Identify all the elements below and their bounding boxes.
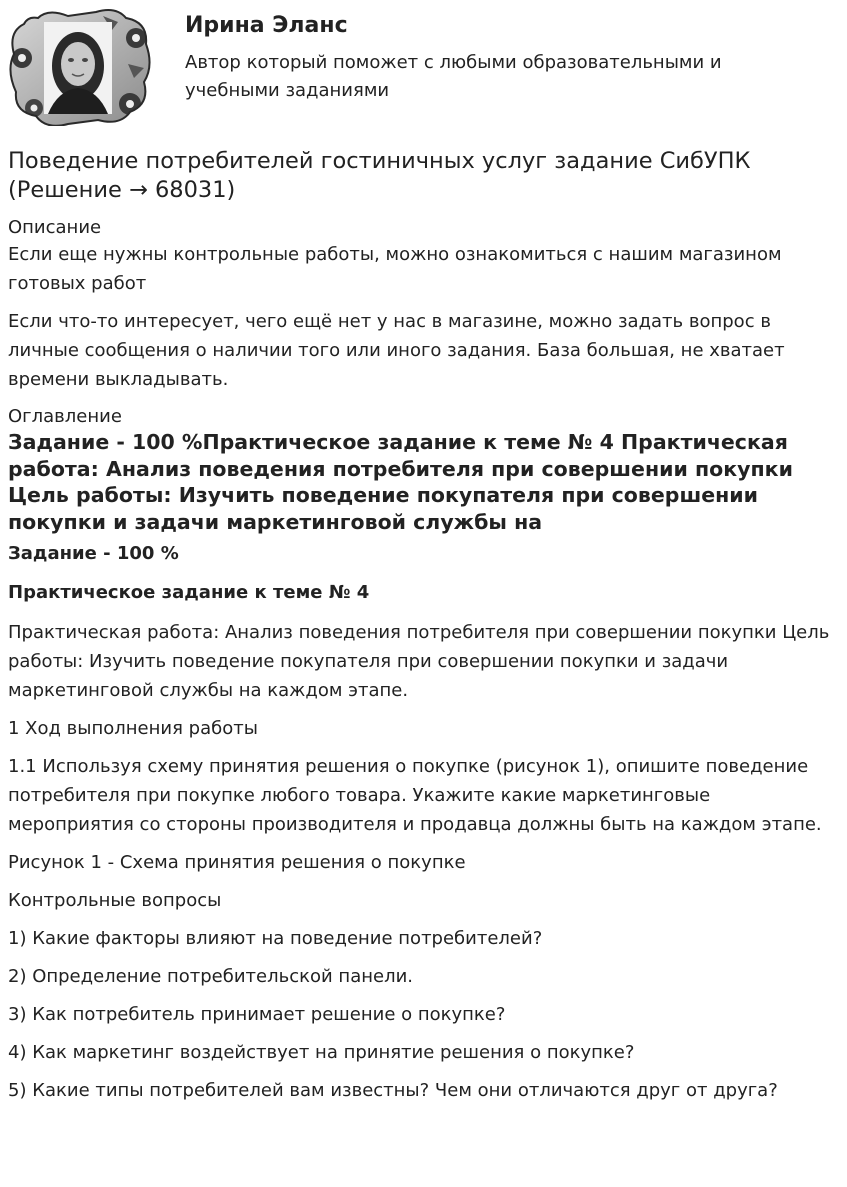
toc-heading: Задание - 100 %Практическое задание к теме № 4 Практическая работа: Анализ поведения потребителя при совершении покупки Цель работы: Изучить поведение покупателя при совершении покупки и задачи маркетинговой службы на — [8, 430, 793, 534]
body-paragraph: 1.1 Используя схему принятия решения о покупке (рисунок 1), опишите поведение потребителя при покупке любого товара. Укажите какие маркетинговые мероприятия со стороны производителя и продавца должны быть на каждом этапе. — [8, 756, 822, 835]
task-topic-line: Практическое задание к теме № 4 — [8, 582, 370, 603]
author-name: Ирина Эланс — [185, 13, 348, 38]
question-item: 4) Как маркетинг воздействует на принятие решения о покупке? — [8, 1042, 635, 1063]
task-score-line: Задание - 100 % — [8, 543, 179, 564]
figure-caption: Рисунок 1 - Схема принятия решения о покупке — [8, 852, 466, 873]
questions-heading: Контрольные вопросы — [8, 890, 222, 911]
description-paragraph: Если что-то интересует, чего ещё нет у нас в магазине, можно задать вопрос в личные сообщения о наличии того или иного задания. База большая, не хватает времени выкладывать. — [8, 311, 785, 390]
page-title: Поведение потребителей гостиничных услуг задание СибУПК (Решение → 68031) — [8, 148, 751, 203]
toc-label: Оглавление — [8, 406, 122, 427]
question-item: 3) Как потребитель принимает решение о покупке? — [8, 1004, 506, 1025]
author-header — [8, 0, 838, 135]
body-paragraph: Практическая работа: Анализ поведения потребителя при совершении покупки Цель работы: Изучить поведение покупателя при совершении покупки и задачи маркетинговой службы на каждом этапе. — [8, 622, 830, 701]
author-avatar — [8, 8, 152, 126]
question-item: 2) Определение потребительской панели. — [8, 966, 413, 987]
page — [8, 0, 838, 1114]
author-description: Автор который поможет с любыми образовательными и учебными заданиями — [185, 52, 722, 101]
description-paragraph: Если еще нужны контрольные работы, можно ознакомиться с нашим магазином готовых работ — [8, 244, 782, 294]
body-paragraph: 1 Ход выполнения работы — [8, 718, 258, 739]
question-item: 5) Какие типы потребителей вам известны? Чем они отличаются друг от друга? — [8, 1080, 778, 1101]
description-label: Описание — [8, 217, 102, 238]
question-item: 1) Какие факторы влияют на поведение потребителей? — [8, 928, 543, 949]
